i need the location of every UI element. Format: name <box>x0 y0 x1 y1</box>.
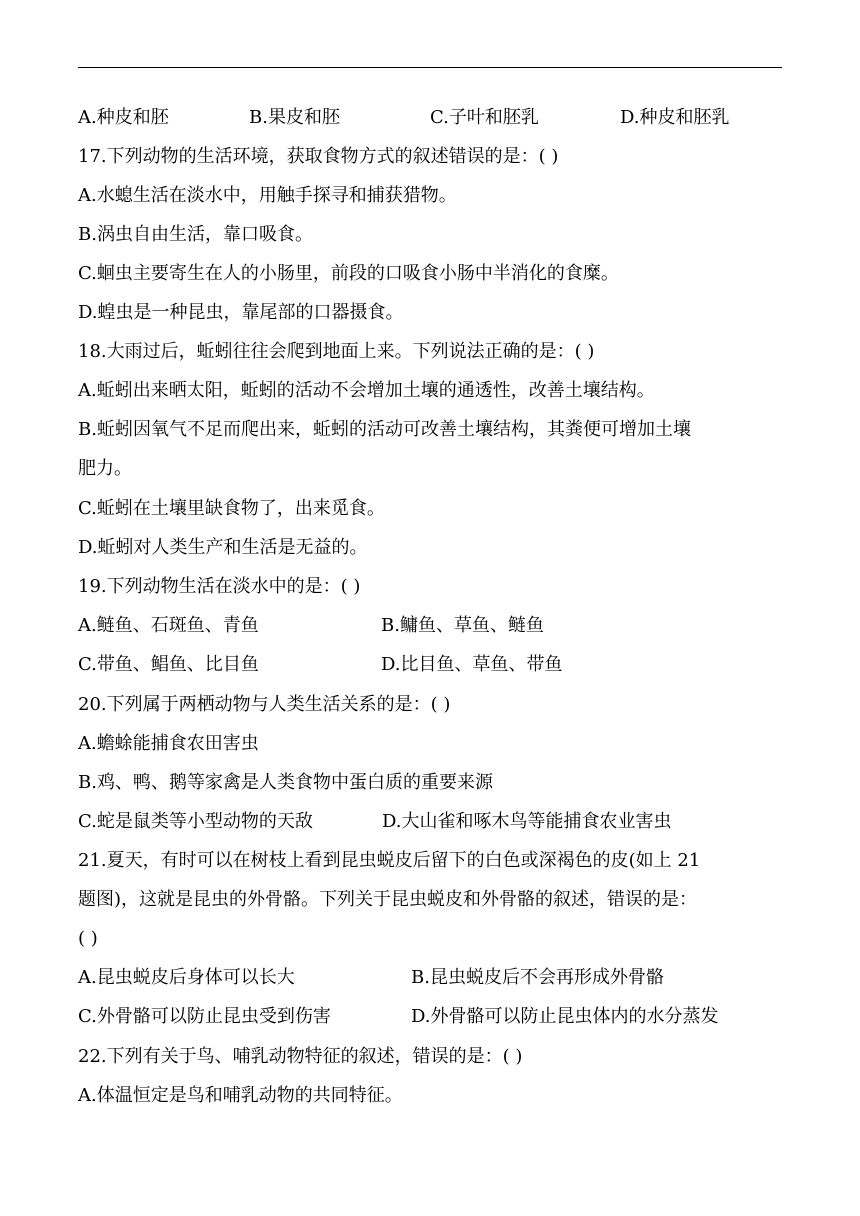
q16-option-a: A.种皮和胚 <box>78 107 169 128</box>
q18-option-b-line1: B.蚯蚓因氧气不足而爬出来，蚯蚓的活动可改善土壤结构，其粪便可增加土壤 <box>78 419 691 440</box>
q16-option-c: C.子叶和胚乳 <box>430 107 539 128</box>
q17-option-a: A.水螅生活在淡水中，用触手探寻和捕获猎物。 <box>78 185 457 206</box>
q18-option-b-line2: 肥力。 <box>78 458 132 479</box>
q17-stem: 17.下列动物的生活环境，获取食物方式的叙述错误的是：( ) <box>78 146 559 167</box>
q17-option-d: D.蝗虫是一种昆虫，靠尾部的口器摄食。 <box>78 302 404 323</box>
q19-option-c: C.带鱼、鲳鱼、比目鱼 <box>78 654 259 675</box>
q19-option-b: B.鳙鱼、草鱼、鲢鱼 <box>381 615 544 636</box>
header-rule <box>78 67 782 68</box>
q20-option-d: D.大山雀和啄木鸟等能捕食农业害虫 <box>382 811 672 832</box>
q21-stem-line3: ( ) <box>78 928 98 949</box>
q21-stem-line2: 题图)，这就是昆虫的外骨骼。下列关于昆虫蜕皮和外骨骼的叙述，错误的是： <box>78 889 698 910</box>
q20-option-a: A.蟾蜍能捕食农田害虫 <box>78 733 259 754</box>
q21-option-d: D.外骨骼可以防止昆虫体内的水分蒸发 <box>411 1006 719 1027</box>
q19-stem: 19.下列动物生活在淡水中的是：( ) <box>78 576 361 597</box>
q20-option-b: B.鸡、鸭、鹅等家禽是人类食物中蛋白质的重要来源 <box>78 772 493 793</box>
q21-stem-line1: 21.夏天，有时可以在树枝上看到昆虫蜕皮后留下的白色或深褐色的皮(如上 21 <box>78 850 701 871</box>
q17-option-c: C.蛔虫主要寄生在人的小肠里，前段的口吸食小肠中半消化的食糜。 <box>78 263 619 284</box>
q16-option-b: B.果皮和胚 <box>249 107 340 128</box>
q21-option-b: B.昆虫蜕皮后不会再形成外骨骼 <box>411 967 664 988</box>
q22-option-a: A.体温恒定是鸟和哺乳动物的共同特征。 <box>78 1085 403 1106</box>
q18-stem: 18.大雨过后，蚯蚓往往会爬到地面上来。下列说法正确的是：( ) <box>78 341 595 362</box>
q19-option-a: A.鲢鱼、石斑鱼、青鱼 <box>78 615 259 636</box>
q16-option-d: D.种皮和胚乳 <box>620 107 730 128</box>
q17-option-b: B.涡虫自由生活，靠口吸食。 <box>78 224 313 245</box>
q22-stem: 22.下列有关于鸟、哺乳动物特征的叙述，错误的是：( ) <box>78 1046 523 1067</box>
q18-option-c: C.蚯蚓在土壤里缺食物了，出来觅食。 <box>78 498 385 519</box>
q19-option-d: D.比目鱼、草鱼、带鱼 <box>381 654 563 675</box>
q21-option-c: C.外骨骼可以防止昆虫受到伤害 <box>78 1006 331 1027</box>
q21-option-a: A.昆虫蜕皮后身体可以长大 <box>78 967 295 988</box>
q18-option-a: A.蚯蚓出来晒太阳，蚯蚓的活动不会增加土壤的通透性，改善土壤结构。 <box>78 380 655 401</box>
q20-stem: 20.下列属于两栖动物与人类生活关系的是：( ) <box>78 694 451 715</box>
q20-option-c: C.蛇是鼠类等小型动物的天敌 <box>78 811 313 832</box>
q18-option-d: D.蚯蚓对人类生产和生活是无益的。 <box>78 537 368 558</box>
